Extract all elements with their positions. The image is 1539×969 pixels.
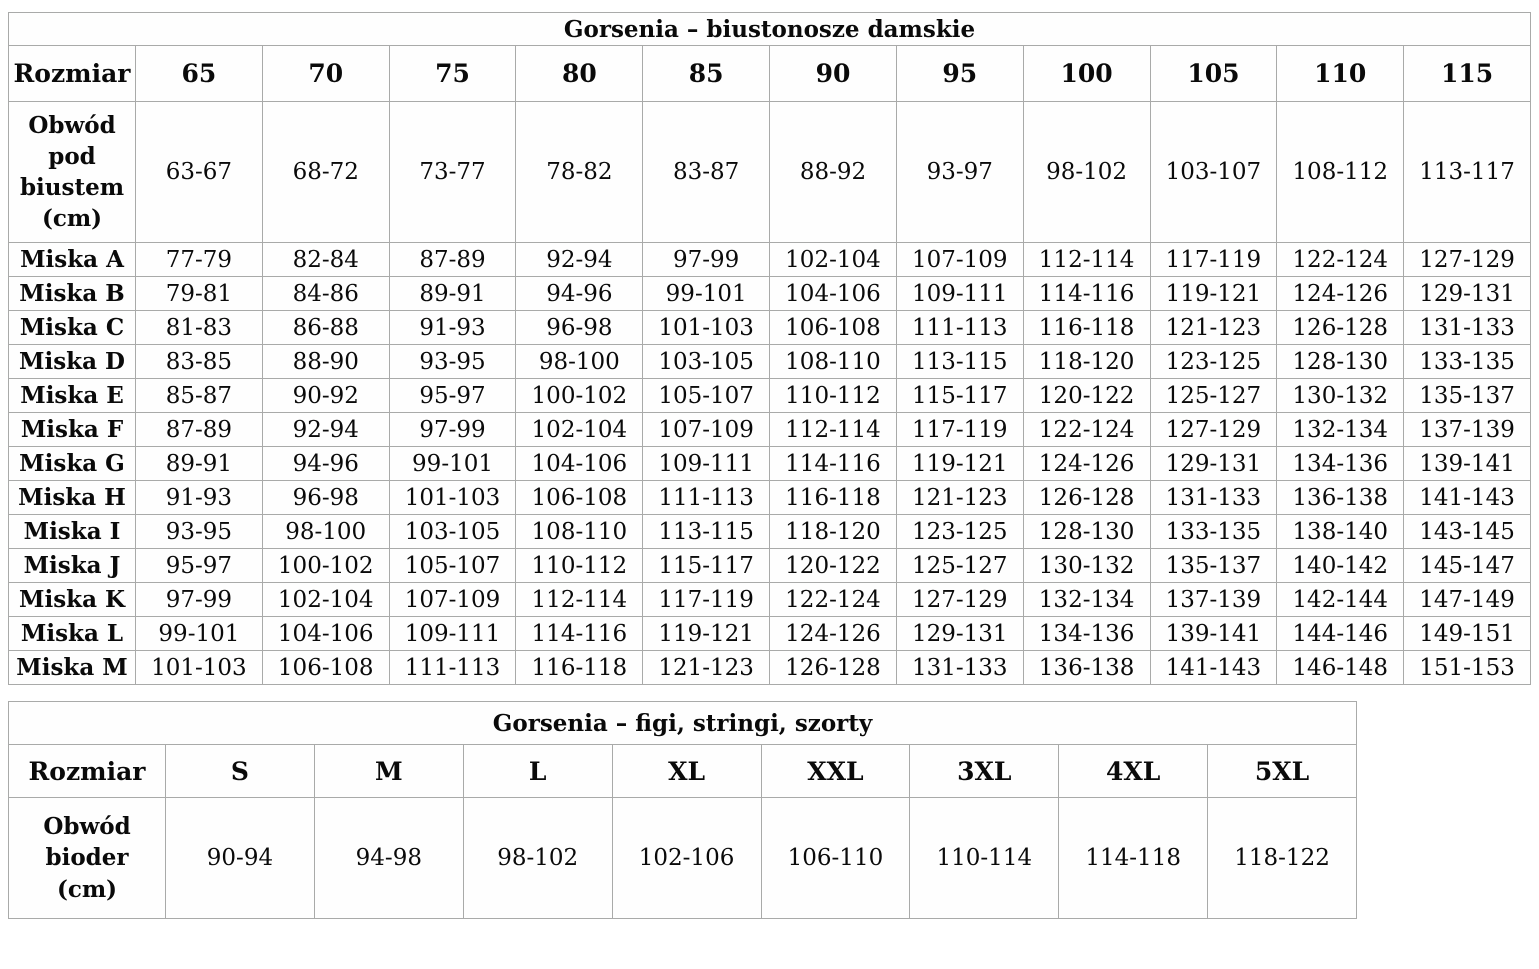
- bust-range-cell: 111-113: [643, 481, 770, 515]
- cup-row: [9, 583, 1531, 617]
- bust-range-cell: 121-123: [896, 481, 1023, 515]
- bust-range-cell: 105-107: [643, 379, 770, 413]
- bust-range-cell: 118-120: [770, 515, 897, 549]
- bust-range-cell: 99-101: [136, 617, 263, 651]
- cup-row: [9, 379, 1531, 413]
- bust-range-cell: 122-124: [1277, 243, 1404, 277]
- bust-range-cell: 104-106: [770, 277, 897, 311]
- briefs-size-header: XL: [612, 745, 761, 798]
- briefs-size-header: XXL: [761, 745, 910, 798]
- bust-range-cell: 125-127: [1150, 379, 1277, 413]
- bust-range-cell: 132-134: [1277, 413, 1404, 447]
- bust-range-cell: 90-92: [262, 379, 389, 413]
- cup-row: [9, 617, 1531, 651]
- bust-range-cell: 96-98: [262, 481, 389, 515]
- bust-range-cell: 127-129: [896, 583, 1023, 617]
- underbust-range-cell: 68-72: [262, 102, 389, 243]
- underbust-range-cell: 108-112: [1277, 102, 1404, 243]
- bust-range-cell: 107-109: [389, 583, 516, 617]
- bust-range-cell: 113-115: [643, 515, 770, 549]
- bust-range-cell: 91-93: [389, 311, 516, 345]
- bust-range-cell: 139-141: [1404, 447, 1531, 481]
- bust-range-cell: 141-143: [1404, 481, 1531, 515]
- bust-range-cell: 95-97: [136, 549, 263, 583]
- bust-range-cell: 121-123: [1150, 311, 1277, 345]
- bust-range-cell: 143-145: [1404, 515, 1531, 549]
- bust-range-cell: 131-133: [1150, 481, 1277, 515]
- bust-range-cell: 128-130: [1277, 345, 1404, 379]
- bust-range-cell: 118-120: [1023, 345, 1150, 379]
- bust-range-cell: 93-95: [136, 515, 263, 549]
- band-size-header: 65: [136, 46, 263, 102]
- bust-range-cell: 89-91: [389, 277, 516, 311]
- bras-title-row: [9, 13, 1531, 46]
- bust-range-cell: 99-101: [643, 277, 770, 311]
- bust-range-cell: 122-124: [1023, 413, 1150, 447]
- briefs-size-header-row: [9, 745, 1357, 798]
- bust-range-cell: 114-116: [1023, 277, 1150, 311]
- bust-range-cell: 83-85: [136, 345, 263, 379]
- bust-range-cell: 121-123: [643, 651, 770, 685]
- briefs-size-header: L: [463, 745, 612, 798]
- cup-row: [9, 549, 1531, 583]
- band-size-header: 70: [262, 46, 389, 102]
- bust-range-cell: 97-99: [136, 583, 263, 617]
- bust-range-cell: 127-129: [1150, 413, 1277, 447]
- bust-range-cell: 103-105: [643, 345, 770, 379]
- bust-range-cell: 112-114: [516, 583, 643, 617]
- briefs-hips-row: [9, 798, 1357, 919]
- cup-row: [9, 413, 1531, 447]
- bust-range-cell: 114-116: [770, 447, 897, 481]
- bust-range-cell: 122-124: [770, 583, 897, 617]
- bust-range-cell: 124-126: [770, 617, 897, 651]
- underbust-range-cell: 73-77: [389, 102, 516, 243]
- cup-row: [9, 345, 1531, 379]
- bust-range-cell: 105-107: [389, 549, 516, 583]
- bust-range-cell: 97-99: [643, 243, 770, 277]
- hips-row-label: Obwód bioder (cm): [9, 798, 166, 919]
- cup-row: [9, 243, 1531, 277]
- bust-range-cell: 94-96: [262, 447, 389, 481]
- underbust-range-cell: 103-107: [1150, 102, 1277, 243]
- bust-range-cell: 125-127: [896, 549, 1023, 583]
- bust-range-cell: 149-151: [1404, 617, 1531, 651]
- bust-range-cell: 112-114: [1023, 243, 1150, 277]
- underbust-range-cell: 98-102: [1023, 102, 1150, 243]
- bust-range-cell: 123-125: [1150, 345, 1277, 379]
- bust-range-cell: 129-131: [896, 617, 1023, 651]
- band-size-header: 115: [1404, 46, 1531, 102]
- bust-range-cell: 77-79: [136, 243, 263, 277]
- bust-range-cell: 119-121: [1150, 277, 1277, 311]
- bust-range-cell: 124-126: [1277, 277, 1404, 311]
- cup-row: [9, 311, 1531, 345]
- bust-range-cell: 102-104: [262, 583, 389, 617]
- bust-range-cell: 104-106: [262, 617, 389, 651]
- bust-range-cell: 136-138: [1277, 481, 1404, 515]
- briefs-size-table: [8, 701, 1357, 919]
- bust-range-cell: 114-116: [516, 617, 643, 651]
- bust-range-cell: 139-141: [1150, 617, 1277, 651]
- bust-range-cell: 95-97: [389, 379, 516, 413]
- bust-range-cell: 88-90: [262, 345, 389, 379]
- bust-range-cell: 107-109: [896, 243, 1023, 277]
- bust-range-cell: 134-136: [1023, 617, 1150, 651]
- bust-range-cell: 87-89: [136, 413, 263, 447]
- cup-row-label: Miska I: [9, 515, 136, 549]
- bust-range-cell: 126-128: [1277, 311, 1404, 345]
- briefs-size-header: 4XL: [1059, 745, 1208, 798]
- hips-range-cell: 106-110: [761, 798, 910, 919]
- hips-range-cell: 118-122: [1208, 798, 1357, 919]
- bust-range-cell: 129-131: [1150, 447, 1277, 481]
- bust-range-cell: 147-149: [1404, 583, 1531, 617]
- hips-range-cell: 102-106: [612, 798, 761, 919]
- cup-row-label: Miska H: [9, 481, 136, 515]
- briefs-title-row: [9, 702, 1357, 745]
- cup-row-label: Miska J: [9, 549, 136, 583]
- cup-row-label: Miska M: [9, 651, 136, 685]
- bust-range-cell: 141-143: [1150, 651, 1277, 685]
- bust-range-cell: 92-94: [516, 243, 643, 277]
- bust-range-cell: 145-147: [1404, 549, 1531, 583]
- bust-range-cell: 117-119: [896, 413, 1023, 447]
- hips-range-cell: 94-98: [314, 798, 463, 919]
- bust-range-cell: 101-103: [389, 481, 516, 515]
- bust-range-cell: 126-128: [770, 651, 897, 685]
- bust-range-cell: 115-117: [896, 379, 1023, 413]
- briefs-size-header: 3XL: [910, 745, 1059, 798]
- cup-row-label: Miska K: [9, 583, 136, 617]
- band-size-column-label: Rozmiar: [9, 46, 136, 102]
- underbust-range-cell: 78-82: [516, 102, 643, 243]
- band-size-header: 95: [896, 46, 1023, 102]
- cup-row-label: Miska D: [9, 345, 136, 379]
- cup-row-label: Miska G: [9, 447, 136, 481]
- hips-range-cell: 90-94: [166, 798, 315, 919]
- bust-range-cell: 108-110: [770, 345, 897, 379]
- cup-row-label: Miska L: [9, 617, 136, 651]
- bust-range-cell: 116-118: [1023, 311, 1150, 345]
- briefs-size-header: M: [314, 745, 463, 798]
- briefs-size-header: 5XL: [1208, 745, 1357, 798]
- bust-range-cell: 134-136: [1277, 447, 1404, 481]
- bust-range-cell: 101-103: [643, 311, 770, 345]
- bust-range-cell: 111-113: [896, 311, 1023, 345]
- bras-underbust-row: [9, 102, 1531, 243]
- cup-row-label: Miska F: [9, 413, 136, 447]
- bust-range-cell: 126-128: [1023, 481, 1150, 515]
- underbust-range-cell: 83-87: [643, 102, 770, 243]
- bust-range-cell: 98-100: [516, 345, 643, 379]
- bust-range-cell: 89-91: [136, 447, 263, 481]
- cup-row: [9, 515, 1531, 549]
- bust-range-cell: 106-108: [770, 311, 897, 345]
- bust-range-cell: 102-104: [516, 413, 643, 447]
- band-size-header: 105: [1150, 46, 1277, 102]
- underbust-range-cell: 88-92: [770, 102, 897, 243]
- bust-range-cell: 132-134: [1023, 583, 1150, 617]
- bust-range-cell: 91-93: [136, 481, 263, 515]
- bust-range-cell: 103-105: [389, 515, 516, 549]
- bust-range-cell: 120-122: [770, 549, 897, 583]
- bust-range-cell: 100-102: [516, 379, 643, 413]
- bust-range-cell: 116-118: [516, 651, 643, 685]
- bust-range-cell: 135-137: [1404, 379, 1531, 413]
- cup-row: [9, 651, 1531, 685]
- bras-size-header-row: [9, 46, 1531, 102]
- bust-range-cell: 133-135: [1404, 345, 1531, 379]
- bust-range-cell: 129-131: [1404, 277, 1531, 311]
- briefs-size-header: S: [166, 745, 315, 798]
- briefs-table-body: [9, 702, 1357, 919]
- bust-range-cell: 146-148: [1277, 651, 1404, 685]
- hips-range-cell: 114-118: [1059, 798, 1208, 919]
- bust-range-cell: 85-87: [136, 379, 263, 413]
- bust-range-cell: 109-111: [389, 617, 516, 651]
- bust-range-cell: 97-99: [389, 413, 516, 447]
- bust-range-cell: 124-126: [1023, 447, 1150, 481]
- bust-range-cell: 137-139: [1150, 583, 1277, 617]
- bust-range-cell: 108-110: [516, 515, 643, 549]
- band-size-header: 100: [1023, 46, 1150, 102]
- band-size-header: 85: [643, 46, 770, 102]
- bust-range-cell: 92-94: [262, 413, 389, 447]
- bust-range-cell: 151-153: [1404, 651, 1531, 685]
- bust-range-cell: 130-132: [1277, 379, 1404, 413]
- bust-range-cell: 82-84: [262, 243, 389, 277]
- bust-range-cell: 84-86: [262, 277, 389, 311]
- bust-range-cell: 99-101: [389, 447, 516, 481]
- cup-row: [9, 447, 1531, 481]
- bras-table-title: Gorsenia – biustonosze damskie: [9, 13, 1531, 46]
- bust-range-cell: 106-108: [516, 481, 643, 515]
- bust-range-cell: 93-95: [389, 345, 516, 379]
- bust-range-cell: 110-112: [516, 549, 643, 583]
- band-size-header: 75: [389, 46, 516, 102]
- cup-row-label: Miska C: [9, 311, 136, 345]
- bust-range-cell: 102-104: [770, 243, 897, 277]
- underbust-row-label: Obwód pod biustem (cm): [9, 102, 136, 243]
- bust-range-cell: 86-88: [262, 311, 389, 345]
- bust-range-cell: 98-100: [262, 515, 389, 549]
- bust-range-cell: 111-113: [389, 651, 516, 685]
- bust-range-cell: 106-108: [262, 651, 389, 685]
- briefs-table-title: Gorsenia – figi, stringi, szorty: [9, 702, 1357, 745]
- bust-range-cell: 127-129: [1404, 243, 1531, 277]
- cup-row-label: Miska E: [9, 379, 136, 413]
- bras-table-body: [9, 13, 1531, 685]
- bras-size-table: [8, 12, 1531, 685]
- bust-range-cell: 119-121: [643, 617, 770, 651]
- bust-range-cell: 123-125: [896, 515, 1023, 549]
- underbust-range-cell: 63-67: [136, 102, 263, 243]
- hips-range-cell: 98-102: [463, 798, 612, 919]
- bust-range-cell: 117-119: [1150, 243, 1277, 277]
- bust-range-cell: 120-122: [1023, 379, 1150, 413]
- bust-range-cell: 113-115: [896, 345, 1023, 379]
- bust-range-cell: 131-133: [896, 651, 1023, 685]
- bust-range-cell: 135-137: [1150, 549, 1277, 583]
- bust-range-cell: 138-140: [1277, 515, 1404, 549]
- bust-range-cell: 116-118: [770, 481, 897, 515]
- cup-row: [9, 481, 1531, 515]
- bust-range-cell: 133-135: [1150, 515, 1277, 549]
- band-size-header: 90: [770, 46, 897, 102]
- bust-range-cell: 140-142: [1277, 549, 1404, 583]
- bust-range-cell: 144-146: [1277, 617, 1404, 651]
- cup-row-label: Miska A: [9, 243, 136, 277]
- hips-range-cell: 110-114: [910, 798, 1059, 919]
- bust-range-cell: 110-112: [770, 379, 897, 413]
- bust-range-cell: 142-144: [1277, 583, 1404, 617]
- bust-range-cell: 130-132: [1023, 549, 1150, 583]
- bust-range-cell: 109-111: [643, 447, 770, 481]
- bust-range-cell: 119-121: [896, 447, 1023, 481]
- bust-range-cell: 81-83: [136, 311, 263, 345]
- bust-range-cell: 136-138: [1023, 651, 1150, 685]
- bust-range-cell: 87-89: [389, 243, 516, 277]
- underbust-range-cell: 93-97: [896, 102, 1023, 243]
- bust-range-cell: 107-109: [643, 413, 770, 447]
- bust-range-cell: 117-119: [643, 583, 770, 617]
- bust-range-cell: 128-130: [1023, 515, 1150, 549]
- bust-range-cell: 109-111: [896, 277, 1023, 311]
- bust-range-cell: 100-102: [262, 549, 389, 583]
- bust-range-cell: 115-117: [643, 549, 770, 583]
- bust-range-cell: 112-114: [770, 413, 897, 447]
- underbust-range-cell: 113-117: [1404, 102, 1531, 243]
- briefs-size-column-label: Rozmiar: [9, 745, 166, 798]
- band-size-header: 80: [516, 46, 643, 102]
- band-size-header: 110: [1277, 46, 1404, 102]
- bust-range-cell: 137-139: [1404, 413, 1531, 447]
- bust-range-cell: 104-106: [516, 447, 643, 481]
- bust-range-cell: 94-96: [516, 277, 643, 311]
- cup-row: [9, 277, 1531, 311]
- bust-range-cell: 79-81: [136, 277, 263, 311]
- cup-row-label: Miska B: [9, 277, 136, 311]
- bust-range-cell: 131-133: [1404, 311, 1531, 345]
- bust-range-cell: 101-103: [136, 651, 263, 685]
- bust-range-cell: 96-98: [516, 311, 643, 345]
